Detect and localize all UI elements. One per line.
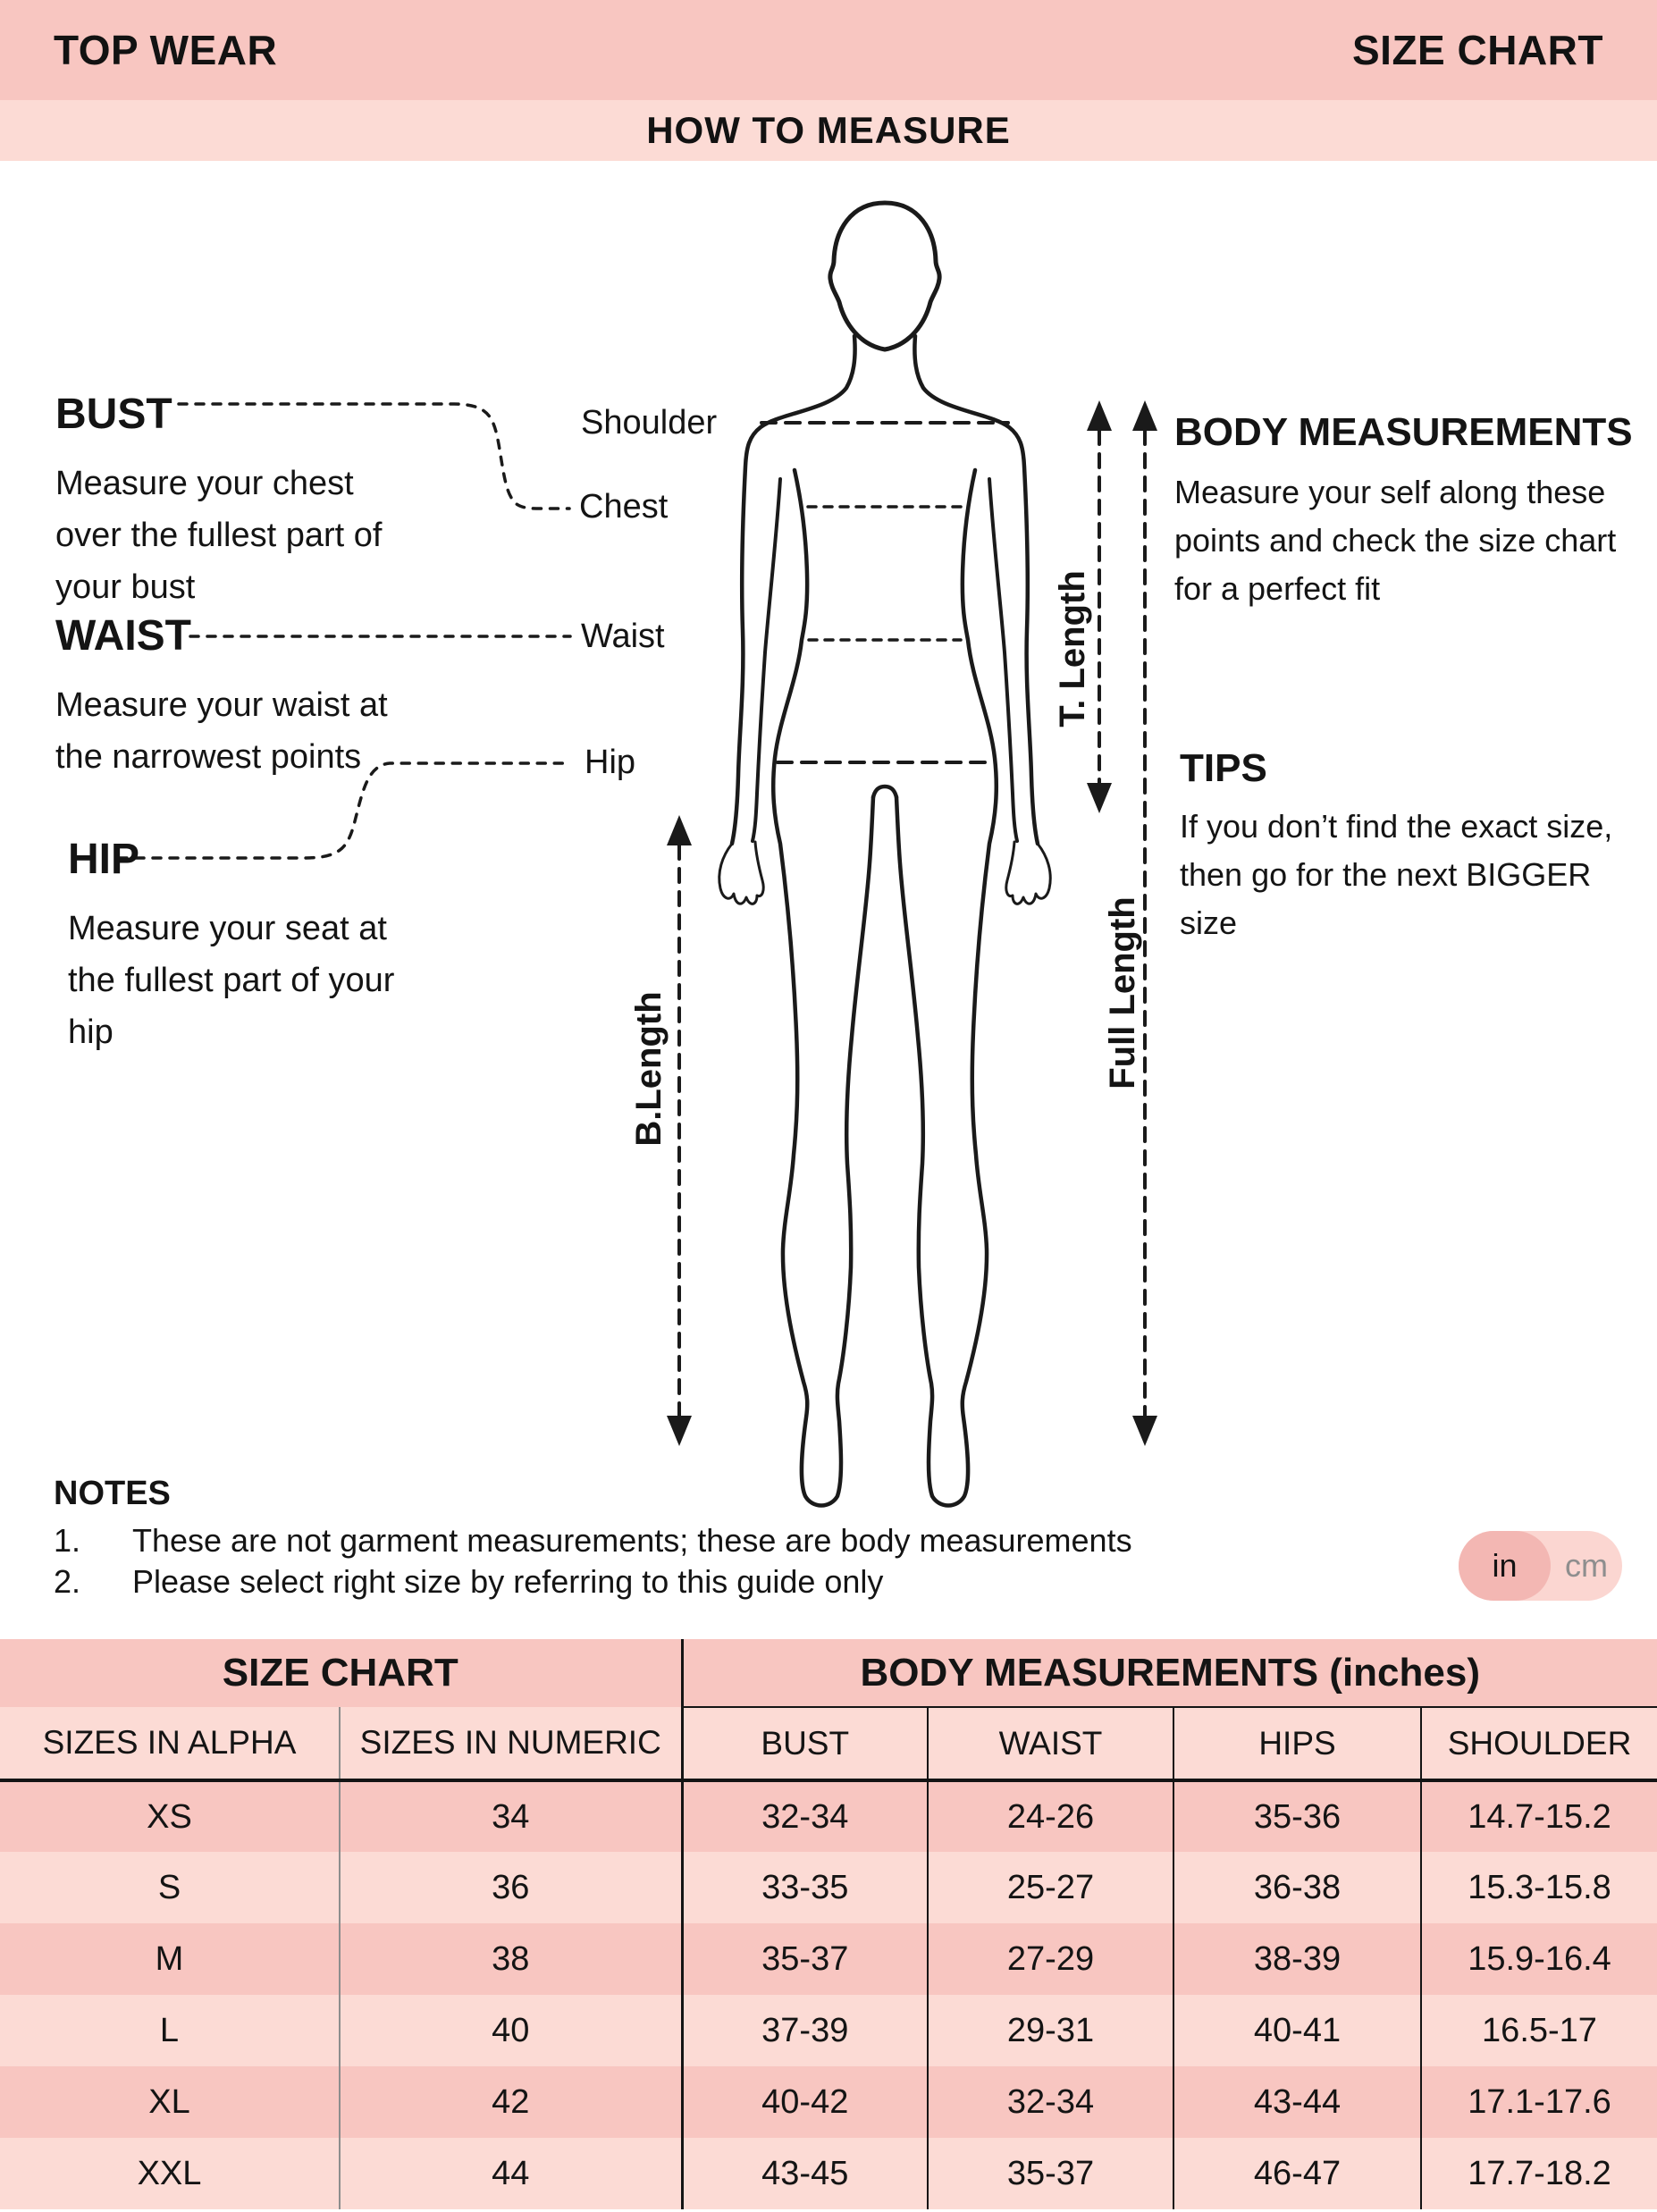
table-cell: 46-47 [1173, 2138, 1421, 2209]
unit-toggle[interactable] [1459, 1531, 1622, 1601]
b-length-arrowhead-top [667, 815, 692, 845]
table-cell: 29-31 [928, 1995, 1173, 2066]
column-header: SHOULDER [1421, 1707, 1657, 1780]
table-cell: 32-34 [682, 1780, 928, 1852]
table-cell: 40-41 [1173, 1995, 1421, 2066]
group-header-size-chart: SIZE CHART [0, 1639, 682, 1707]
column-header: HIPS [1173, 1707, 1421, 1780]
table-cell: 42 [340, 2066, 682, 2138]
table-row [0, 1780, 1657, 1852]
table-cell: 36 [340, 1852, 682, 1923]
figure-head-outline [830, 203, 939, 349]
tips-text: If you don’t find the exact size, then go for the next BIGGER size [1180, 808, 1613, 941]
column-header: SIZES IN ALPHA [0, 1707, 340, 1780]
figure-right-shoulder-arm [914, 336, 1038, 844]
waist-heading: WAIST [55, 612, 191, 660]
group-header-body-measurements: BODY MEASUREMENTS (inches) [682, 1639, 1657, 1707]
table-cell: 37-39 [682, 1995, 928, 2066]
table-cell: XXL [0, 2138, 340, 2209]
t-length-arrowhead-top [1087, 400, 1112, 431]
body-measurements-heading: BODY MEASUREMENTS [1174, 410, 1633, 454]
note-item-2-number: 2. [54, 1563, 81, 1600]
t-length-arrowhead-bottom [1087, 783, 1112, 813]
table-row [0, 1923, 1657, 1995]
unit-option-inches[interactable]: in [1492, 1547, 1518, 1584]
table-cell: 32-34 [928, 2066, 1173, 2138]
table-cell: 25-27 [928, 1852, 1173, 1923]
tips-heading: TIPS [1180, 746, 1267, 790]
figure-right-hand [1006, 842, 1050, 904]
figure-left-shoulder-arm [732, 336, 855, 844]
body-measurements-text: Measure your self along these points and check the size chart for a perfect fit [1174, 474, 1617, 607]
hip-description: Measure your seat at the fullest part of your hip [68, 910, 395, 1051]
table-cell: M [0, 1923, 340, 1995]
table-cell: 36-38 [1173, 1852, 1421, 1923]
hip-heading: HIP [68, 836, 140, 883]
b-length-label: B.Length [629, 991, 669, 1147]
figure-left-inner-arm [753, 479, 780, 841]
notes-heading: NOTES [54, 1475, 171, 1512]
figure-crotch-line [873, 786, 896, 797]
table-cell: 38-39 [1173, 1923, 1421, 1995]
figure-right-inner-arm [989, 479, 1017, 841]
table-cell: 40 [340, 1995, 682, 2066]
table-row [0, 1852, 1657, 1923]
table-row [0, 1995, 1657, 2066]
table-row [0, 2066, 1657, 2138]
full-length-label: Full Length [1103, 896, 1142, 1089]
table-cell: 17.1-17.6 [1421, 2066, 1657, 2138]
table-cell: 43-45 [682, 2138, 928, 2209]
table-column-header-row [0, 1707, 1657, 1780]
banner-title: HOW TO MEASURE [646, 109, 1011, 151]
waist-description: Measure your waist at the narrowest points [55, 686, 388, 776]
waist-label: Waist [581, 618, 665, 655]
table-row [0, 2138, 1657, 2209]
column-header: SIZES IN NUMERIC [340, 1707, 682, 1780]
table-cell: XL [0, 2066, 340, 2138]
unit-option-centimeters[interactable]: cm [1565, 1547, 1608, 1584]
table-cell: 16.5-17 [1421, 1995, 1657, 2066]
column-header: WAIST [928, 1707, 1173, 1780]
note-item-1-number: 1. [54, 1522, 81, 1559]
shoulder-label: Shoulder [581, 404, 718, 442]
full-length-arrowhead-bottom [1132, 1416, 1157, 1446]
category-title: TOP WEAR [54, 27, 278, 73]
b-length-arrowhead-bottom [667, 1416, 692, 1446]
column-header: BUST [682, 1707, 928, 1780]
table-cell: S [0, 1852, 340, 1923]
table-group-header-row [0, 1639, 1657, 1707]
size-chart-table [0, 1639, 1657, 2209]
table-cell: 15.9-16.4 [1421, 1923, 1657, 1995]
table-cell: 24-26 [928, 1780, 1173, 1852]
page-title: SIZE CHART [1352, 27, 1603, 73]
table-cell: L [0, 1995, 340, 2066]
table-cell: 15.3-15.8 [1421, 1852, 1657, 1923]
table-cell: 35-36 [1173, 1780, 1421, 1852]
table-cell: 17.7-18.2 [1421, 2138, 1657, 2209]
bust-description: Measure your chest over the fullest part of your bust [55, 465, 383, 606]
table-cell: 35-37 [928, 2138, 1173, 2209]
table-cell: 38 [340, 1923, 682, 1995]
figure-left-torso-leg [773, 470, 873, 1506]
table-cell: 34 [340, 1780, 682, 1852]
bust-heading: BUST [55, 391, 172, 438]
table-cell: 44 [340, 2138, 682, 2209]
full-length-arrowhead-top [1132, 400, 1157, 431]
table-cell: 35-37 [682, 1923, 928, 1995]
table-cell: 43-44 [1173, 2066, 1421, 2138]
table-cell: 14.7-15.2 [1421, 1780, 1657, 1852]
hip-label: Hip [585, 744, 636, 781]
figure-left-hand [719, 842, 763, 904]
table-cell: 40-42 [682, 2066, 928, 2138]
t-length-label: T. Length [1053, 570, 1092, 728]
table-cell: 27-29 [928, 1923, 1173, 1995]
note-item-1: These are not garment measurements; these are body measurements [132, 1522, 1132, 1559]
chest-label: Chest [579, 488, 669, 526]
note-item-2: Please select right size by referring to this guide only [132, 1563, 884, 1600]
table-cell: 33-35 [682, 1852, 928, 1923]
figure-right-torso-leg [896, 470, 997, 1506]
table-cell: XS [0, 1780, 340, 1852]
